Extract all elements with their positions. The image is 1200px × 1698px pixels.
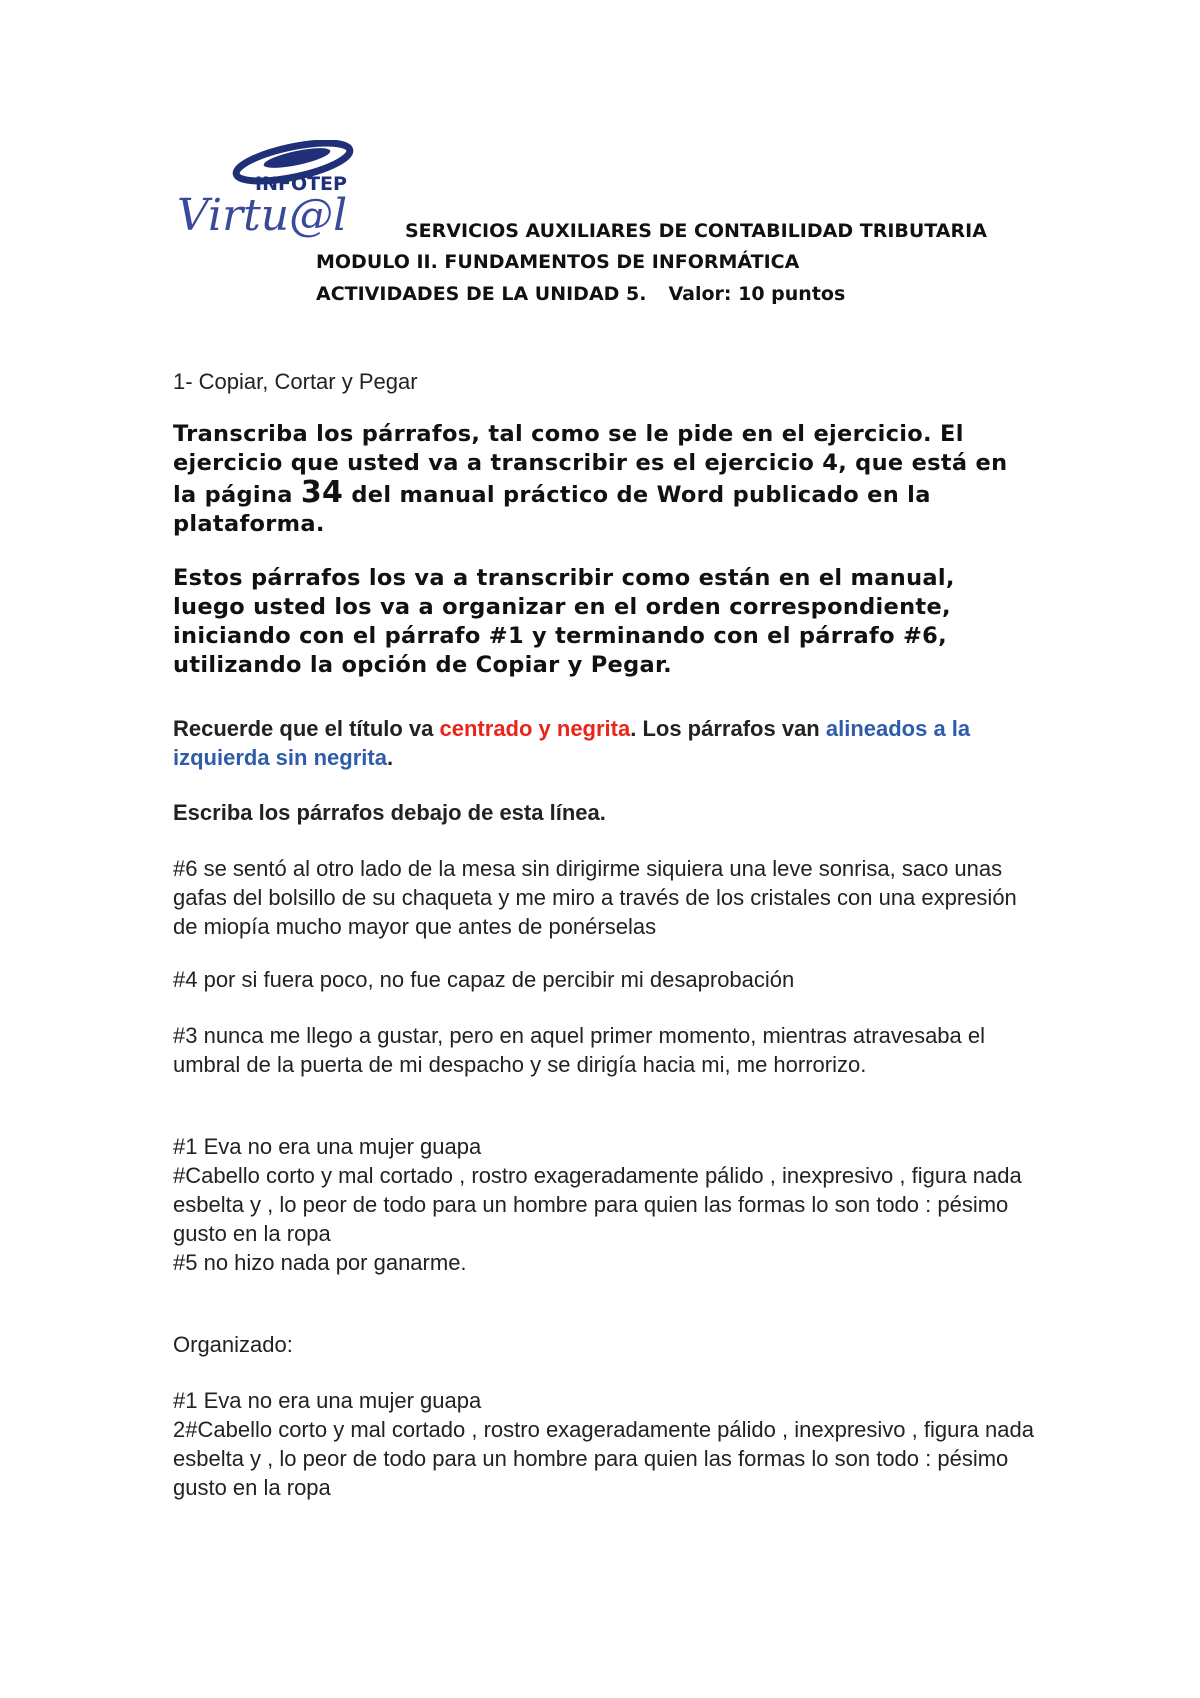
paragraph-1: #1 Eva no era una mujer guapa: [173, 1134, 482, 1159]
paragraph-5: #5 no hizo nada por ganarme.: [173, 1250, 467, 1275]
instruction-1-page-number: 34: [300, 475, 344, 510]
logo-top-text: INFOTEP: [255, 173, 347, 195]
header-activities: ACTIVIDADES DE LA UNIDAD 5.: [316, 283, 647, 305]
infotep-logo: [175, 140, 355, 240]
instruction-paragraph-1: [173, 420, 1023, 539]
header-line-1: SERVICIOS AUXILIARES DE CONTABILIDAD TRIBUTARIA: [405, 220, 987, 242]
logo-script-text: Virtu@l: [177, 190, 348, 240]
organized-paragraph-2: 2#Cabello corto y mal cortado , rostro exageradamente pálido , inexpresivo , figura nada esbelta y , lo peor de todo para un hombre para quien las formas lo son todo : pésimo gusto en la ropa: [173, 1417, 1034, 1500]
paragraph-3: #3 nunca me llego a gustar, pero en aquel primer momento, mientras atravesaba el umbral de la puerta de mi despacho y se dirigía hacia mi, me horrorizo.: [173, 1023, 986, 1077]
organized-paragraph-1: #1 Eva no era una mujer guapa: [173, 1388, 482, 1413]
reminder-text-a: Recuerde que el título va: [173, 716, 440, 741]
instruction-paragraph-2: Estos párrafos los va a transcribir como están en el manual, luego usted los va a organizar en el orden correspondiente, iniciando con el párrafo #1 y terminando con el párrafo #6, utilizando la opción de Copiar y Pegar.: [173, 565, 955, 678]
paragraph-2: #Cabello corto y mal cortado , rostro exageradamente pálido , inexpresivo , figura nada esbelta y , lo peor de todo para un hombre para quien las formas lo son todo : pésimo gusto en la ropa: [173, 1163, 1022, 1246]
reminder-text-c: .: [386, 745, 394, 770]
instruction-1-text-b: del manual práctico de Word publicado en la plataforma.: [173, 482, 931, 537]
header-valor: Valor: 10 puntos: [668, 283, 846, 305]
reminder-red-text: centrado y negrita: [439, 716, 631, 741]
header-line-3: [316, 283, 845, 305]
paragraph-4: #4 por si fuera poco, no fue capaz de percibir mi desaprobación: [173, 967, 795, 992]
reminder-blue-text: alineados a la izquierda sin negrita: [173, 716, 971, 770]
instruction-1-text-a: Transcriba los párrafos, tal como se le pide en el ejercicio. El ejercicio que usted va a transcribir es el ejercicio 4, que está en la página: [173, 421, 1008, 508]
write-below-instruction: Escriba los párrafos debajo de esta línea.: [173, 800, 606, 825]
header-line-2: MODULO II. FUNDAMENTOS DE INFORMÁTICA: [316, 251, 800, 273]
reminder-paragraph: [173, 714, 1043, 772]
organized-heading: Organizado:: [173, 1332, 293, 1357]
section-title: 1- Copiar, Cortar y Pegar: [173, 369, 418, 394]
paragraph-6: #6 se sentó al otro lado de la mesa sin dirigirme siquiera una leve sonrisa, saco unas gafas del bolsillo de su chaqueta y me miro a través de los cristales con una expresión de miopía mucho mayor que antes de ponérselas: [173, 856, 1017, 939]
reminder-text-b: . Los párrafos van: [630, 716, 826, 741]
